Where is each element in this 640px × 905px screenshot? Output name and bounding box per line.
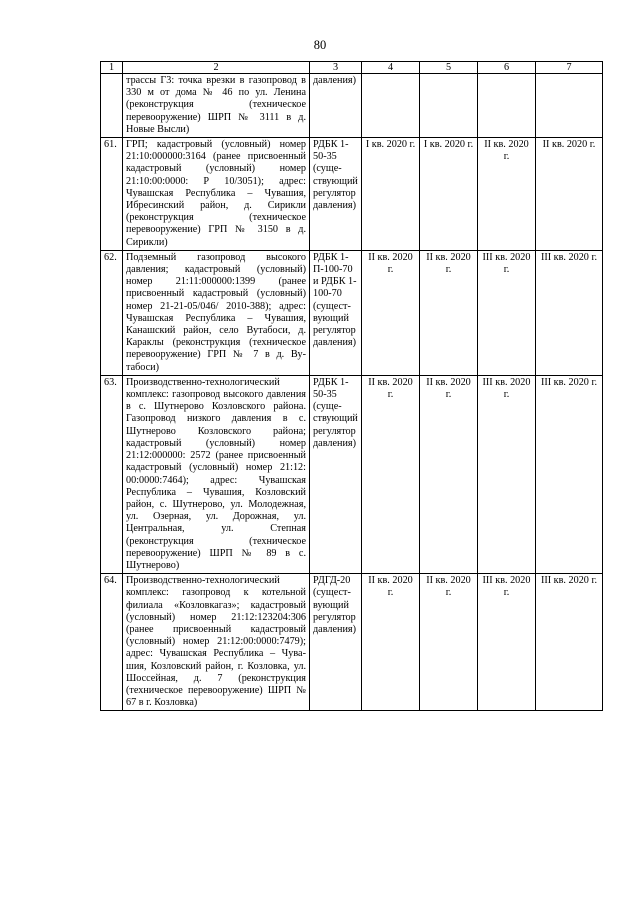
equipment-cell: РДБК 1-П-100-70 и РДБК 1-100-70 (существующий регулятор давления)	[310, 250, 362, 375]
period-col5: II кв. 2020 г.	[420, 250, 478, 375]
object-description: трассы Г3: точка врезки в газопровод в 330 м от дома № 46 по ул. Ленина (реконструкция (техническое перевооружение) ШРП № 3111 в д. Новые Высли)	[123, 74, 310, 138]
period-col6: III кв. 2020 г.	[478, 375, 536, 573]
column-header-3: 3	[310, 62, 362, 74]
column-header-7: 7	[536, 62, 603, 74]
period-col4: II кв. 2020 г.	[362, 375, 420, 573]
period-col6	[478, 74, 536, 138]
row-number: 63.	[101, 375, 123, 573]
period-col7: III кв. 2020 г.	[536, 250, 603, 375]
period-col4: I кв. 2020 г.	[362, 138, 420, 251]
column-numbers-row	[101, 62, 603, 74]
column-header-1: 1	[101, 62, 123, 74]
object-description: ГРП; кадастровый (условный) номер 21:10:000000:3164 (ранее присвоенный кадастровый (условный) номер 21:10:00:0000: Р 10/3051); адрес: Чувашская Республика – Чувашия, Ибресинский район, д. Сирикли (реконструкция (техническое перевооружение) ГРП № 3150 в д. Сирикли)	[123, 138, 310, 251]
period-col6: III кв. 2020 г.	[478, 574, 536, 711]
row-number: 62.	[101, 250, 123, 375]
table-row	[101, 574, 603, 711]
table-row	[101, 138, 603, 251]
period-col7	[536, 74, 603, 138]
column-header-5: 5	[420, 62, 478, 74]
page-number: 80	[313, 38, 327, 52]
column-header-4: 4	[362, 62, 420, 74]
schedule-table	[100, 61, 603, 711]
column-header-2: 2	[123, 62, 310, 74]
period-col6: II кв. 2020 г.	[478, 138, 536, 251]
period-col7: III кв. 2020 г.	[536, 375, 603, 573]
row-number	[101, 74, 123, 138]
period-col5: I кв. 2020 г.	[420, 138, 478, 251]
period-col5	[420, 74, 478, 138]
row-number: 61.	[101, 138, 123, 251]
period-col7: III кв. 2020 г.	[536, 574, 603, 711]
object-description: Производственно-технологический комплекс: газопровод высокого давления в с. Шутнерово Козловского района. Газопровод низкого давления в с. Шутнерово Козловского района; кадастровый (условный) номер 21:12:000000: 2572 (ранее присвоенный кадастровый (условный) номер 21:12: 00:0000:7464); адрес: Чувашская Республика – Чувашия, Козловский район, с. Шутнерово, ул. Молодежная, ул. Озерная, ул. Дорожная, ул. Центральная, ул. Степная (реконструкция (техническое перевооружение) ШРП № 89 в с. Шутнерово)	[123, 375, 310, 573]
equipment-cell: РДБК 1-50-35 (существующий регулятор давления)	[310, 375, 362, 573]
period-col4: II кв. 2020 г.	[362, 574, 420, 711]
row-number: 64.	[101, 574, 123, 711]
table-row	[101, 250, 603, 375]
period-col7: II кв. 2020 г.	[536, 138, 603, 251]
period-col5: II кв. 2020 г.	[420, 375, 478, 573]
object-description: Производственно-технологический комплекс: газопровод к котельной филиала «Козловкагаз»; кадастровый (условный) номер 21:12:123204:306 (ранее присвоенный кадастровый (условный) номер 21:12:00:0000:7479); адрес: Чувашская Республика – Чувашия, Козловский район, г. Козловка, ул. Шоссейная, д. 7 (реконструкция (техническое перевооружение) ШРП № 67 в г. Козловка)	[123, 574, 310, 711]
table-row	[101, 74, 603, 138]
equipment-cell: РДГД-20 (существующий регулятор давления)	[310, 574, 362, 711]
period-col4: II кв. 2020 г.	[362, 250, 420, 375]
period-col5: II кв. 2020 г.	[420, 574, 478, 711]
period-col4	[362, 74, 420, 138]
object-description: Подземный газопровод высокого давления; кадастровый (условный) номер 21:11:000000:1399 (ранее присвоенный кадастровый (условный) номер 21-21-05/046/ 2010-388); адрес: Чувашская Республика – Чувашия, Канашский район, село Вутабоси, д. Караклы (реконструкция (техническое перевооружение) ГРП № 7 в д. Вутабоси)	[123, 250, 310, 375]
column-header-6: 6	[478, 62, 536, 74]
equipment-cell: РДБК 1-50-35 (существующий регулятор давления)	[310, 138, 362, 251]
period-col6: III кв. 2020 г.	[478, 250, 536, 375]
table-row	[101, 375, 603, 573]
equipment-cell: давления)	[310, 74, 362, 138]
